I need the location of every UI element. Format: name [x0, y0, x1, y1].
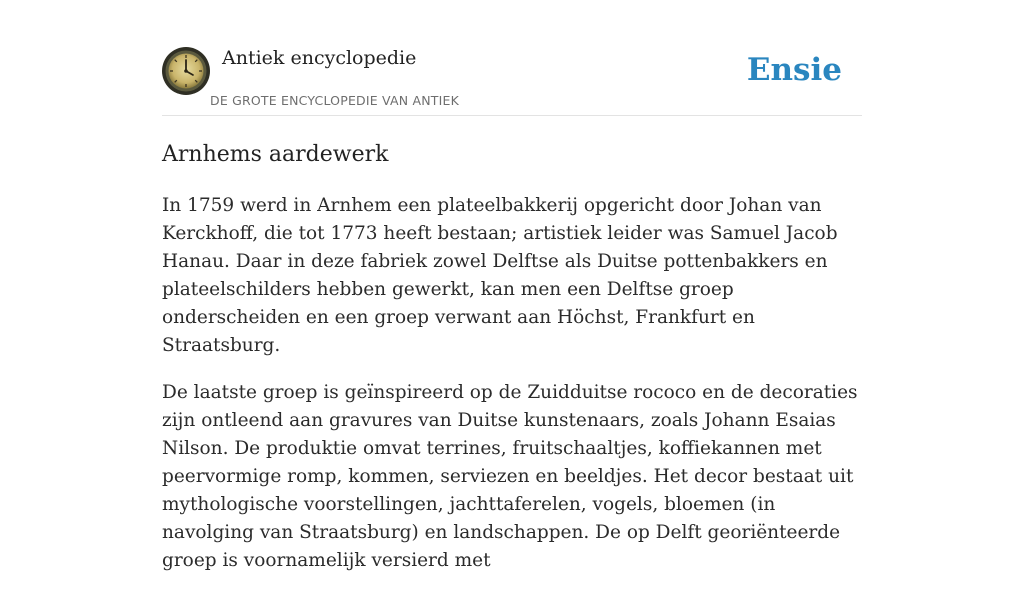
- article-title: Arnhems aardewerk: [162, 142, 389, 167]
- site-header: [162, 0, 862, 116]
- article-body: [162, 192, 862, 594]
- site-subtitle: DE GROTE ENCYCLOPEDIE VAN ANTIEK: [210, 93, 459, 108]
- article-paragraph: De laatste groep is geïnspireerd op de Zuidduitse rococo en de decoraties zijn ontleend aan gravures van Duitse kunstenaars, zoals Johann Esaias Nilson. De produktie omvat terrines, fruitschaaltjes, koffiekannen met peervormige romp, kommen, serviezen en beeldjes. Het decor bestaat uit mythologische voorstellingen, jachttaferelen, vogels, bloemen (in navolging van Straatsburg) en landschappen. De op Delft georiënteerde groep is voornamelijk versierd met: [162, 382, 858, 571]
- antique-clock-icon[interactable]: [162, 47, 210, 95]
- brand-logo[interactable]: Ensie: [746, 52, 842, 88]
- article-paragraph: In 1759 werd in Arnhem een plateelbakkerij opgericht door Johan van Kerckhoff, die tot 1773 heeft bestaan; artistiek leider was Samuel Jacob Hanau. Daar in deze fabriek zowel Delftse als Duitse pottenbakkers en plateelschilders hebben gewerkt, kan men een Delftse groep onderscheiden en een groep verwant aan Höchst, Frankfurt en Straatsburg.: [162, 195, 838, 356]
- content-column: [162, 0, 862, 571]
- site-title[interactable]: Antiek encyclopedie: [222, 47, 417, 69]
